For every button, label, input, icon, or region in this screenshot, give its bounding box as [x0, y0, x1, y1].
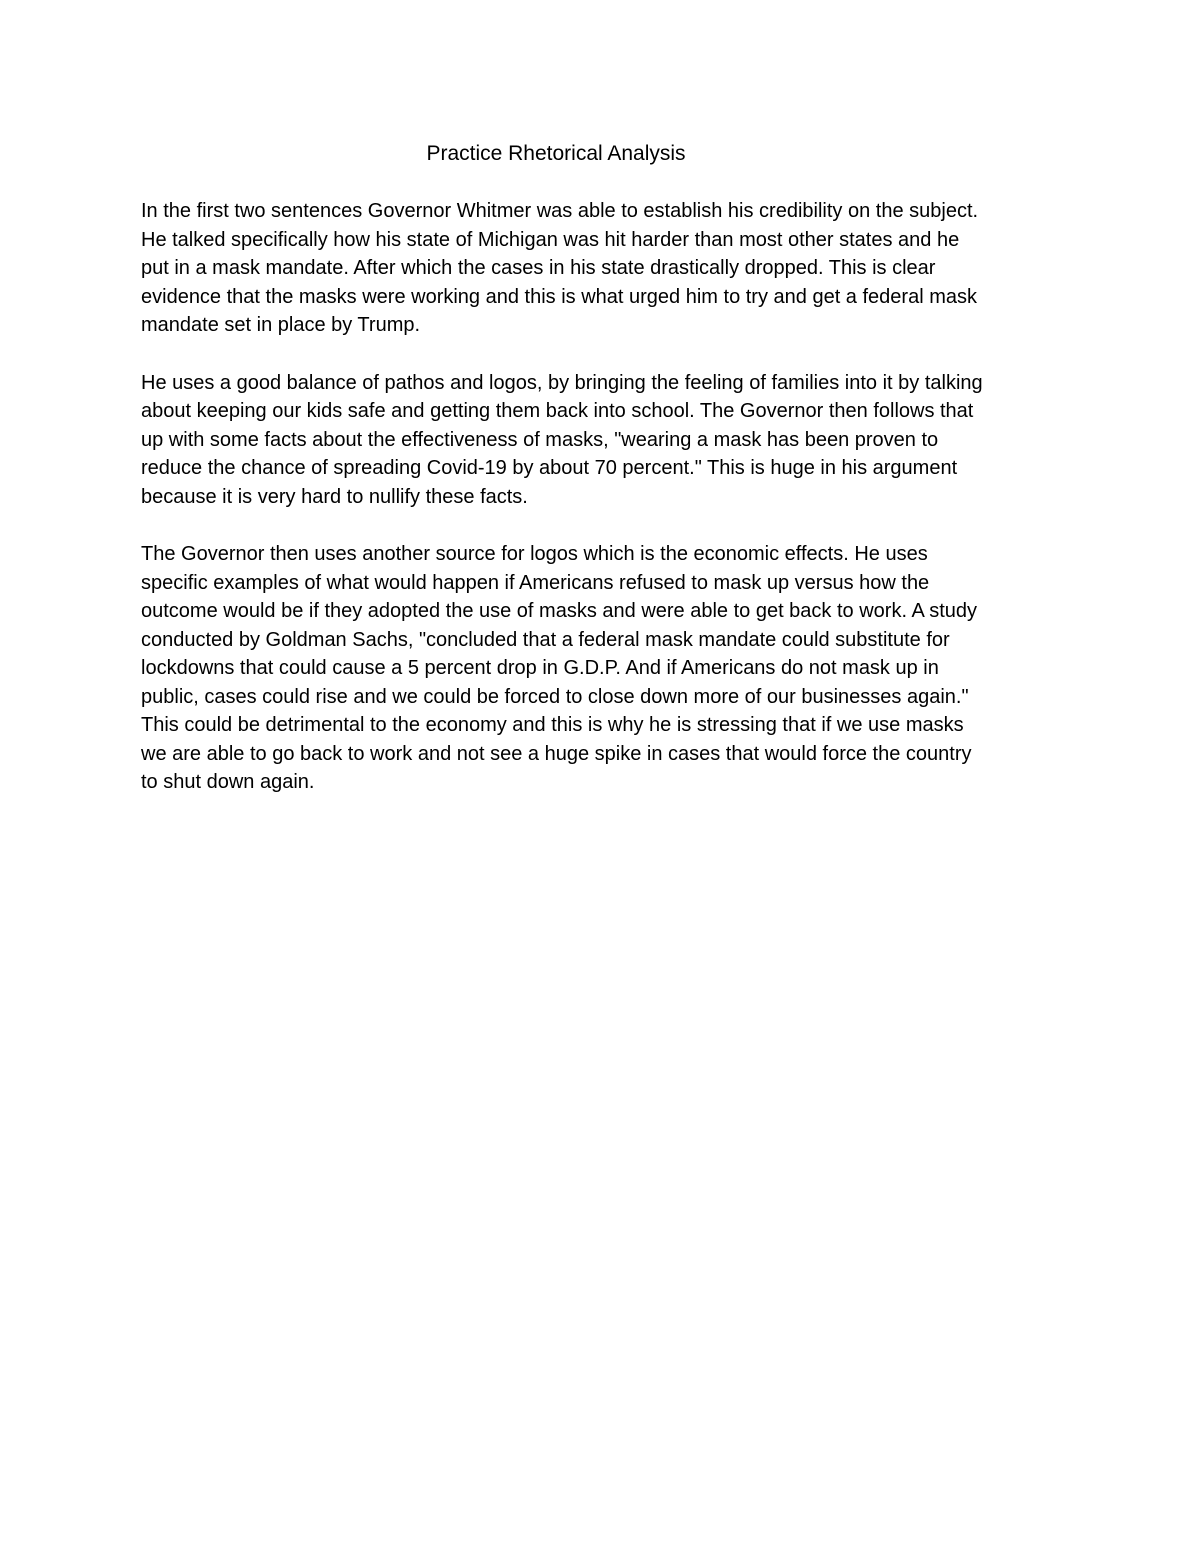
paragraph-line: reduce the chance of spreading Covid-19 by about 70 percent." This is huge in his argument — [141, 457, 958, 479]
paragraph-1 — [141, 197, 1066, 340]
paragraph-line: outcome would be if they adopted the use of masks and were able to get back to work. A study — [141, 600, 978, 622]
paragraph-line: lockdowns that could cause a 5 percent drop in G.D.P. And if Americans do not mask up in — [141, 657, 939, 679]
paragraph-line: He talked specifically how his state of Michigan was hit harder than most other states and he — [141, 228, 960, 251]
paragraph-line: put in a mask mandate. After which the cases in his state drastically dropped. This is clear — [141, 257, 936, 279]
paragraph-line: The Governor then uses another source for logos which is the economic effects. He uses — [141, 543, 928, 565]
paragraph-line: conducted by Goldman Sachs, "concluded that a federal mask mandate could substitute for — [141, 628, 950, 651]
paragraph-line: In the first two sentences Governor Whitmer was able to establish his credibility on the subject. — [141, 200, 979, 222]
paragraph-line: He uses a good balance of pathos and logos, by bringing the feeling of families into it by talking — [141, 371, 983, 394]
paragraph-line: public, cases could rise and we could be forced to close down more of our businesses again." — [141, 685, 969, 708]
paragraph-3 — [141, 540, 1066, 797]
paragraph-line: mandate set in place by Trump. — [141, 314, 421, 336]
paragraph-line: we are able to go back to work and not see a huge spike in cases that would force the country — [141, 742, 972, 765]
paragraph-line: This could be detrimental to the economy and this is why he is stressing that if we use masks — [141, 714, 964, 736]
paragraph-2 — [141, 369, 1066, 512]
paragraph-line: up with some facts about the effectiveness of masks, "wearing a mask has been proven to — [141, 428, 939, 451]
paragraph-line: to shut down again. — [141, 771, 315, 793]
document-title: Practice Rhetorical Analysis — [426, 142, 686, 165]
paragraph-line: evidence that the masks were working and this is what urged him to try and get a federal mask — [141, 285, 977, 308]
paragraph-line: about keeping our kids safe and getting them back into school. The Governor then follows that — [141, 400, 974, 422]
paragraph-line: because it is very hard to nullify these facts. — [141, 485, 528, 508]
paragraph-line: specific examples of what would happen if Americans refused to mask up versus how the — [141, 571, 930, 594]
document-body — [141, 197, 1066, 826]
